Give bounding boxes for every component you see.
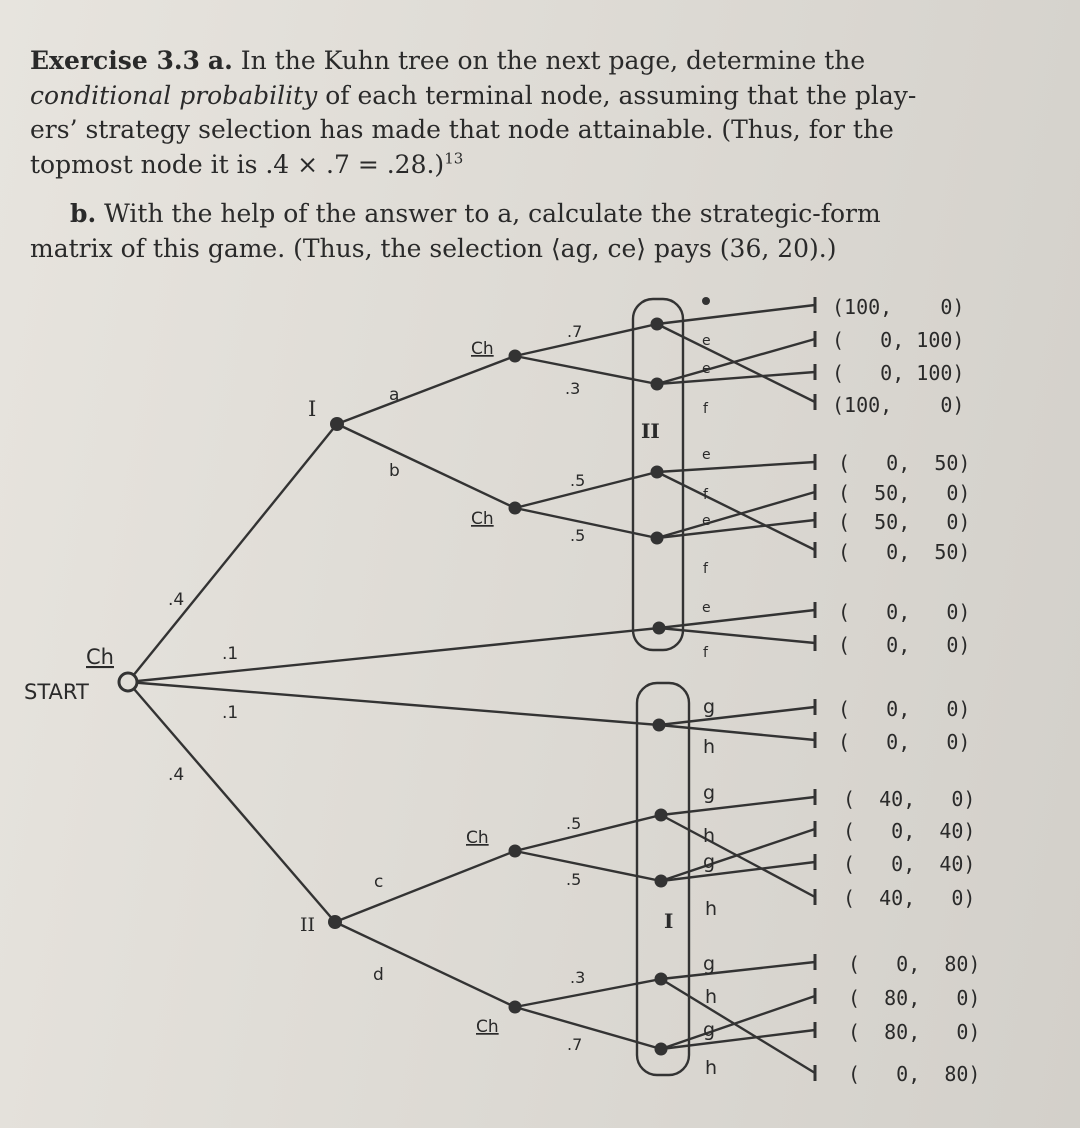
payoff: ( 0, 0) — [838, 633, 971, 657]
exercise-label: Exercise 3.3 — [30, 46, 200, 75]
edge-label: h — [705, 898, 718, 920]
move-a-label: a — [389, 385, 400, 405]
payoff: ( 0, 80) — [848, 952, 981, 976]
payoff: ( 0, 50) — [838, 540, 971, 564]
edge-label: g — [703, 953, 716, 975]
payoff: ( 0, 100) — [832, 328, 965, 352]
move-c-label: c — [374, 872, 384, 892]
edge-label: e — [702, 361, 711, 377]
node-player-II — [328, 915, 342, 929]
edge-label: e — [702, 447, 711, 463]
root-prob-3: .1 — [222, 703, 239, 723]
part-a-line-3: ers’ strategy selection has made that node attainable. (Thus, for the — [30, 115, 894, 144]
move-d-label: d — [373, 965, 384, 985]
player-I-label: I — [308, 397, 317, 421]
edge-label: f — [703, 561, 708, 577]
payoff: ( 80, 0) — [848, 1020, 981, 1044]
part-b-label: b. — [70, 199, 97, 228]
part-a-label: a. — [207, 46, 233, 75]
payoff: ( 50, 0) — [838, 481, 971, 505]
decision-node — [651, 466, 664, 479]
edge-label: f — [703, 487, 708, 503]
edge-label: f — [703, 645, 708, 661]
payoff: ( 0, 40) — [843, 852, 976, 876]
payoff: ( 80, 0) — [848, 986, 981, 1010]
edge-label: g — [703, 782, 716, 804]
footnote-ref: 13 — [444, 149, 464, 168]
edge-label: f — [703, 401, 708, 417]
payoff: ( 40, 0) — [843, 886, 976, 910]
info-set-upper-label: II — [641, 419, 660, 443]
chance-prob-1: .7 — [567, 322, 583, 341]
root-prob-1: .4 — [168, 590, 185, 610]
payoff: ( 0, 50) — [838, 451, 971, 475]
start-node — [119, 673, 137, 691]
node-chance-c — [509, 845, 522, 858]
decision-node — [655, 875, 668, 888]
edge-label: h — [705, 1057, 718, 1079]
chance-prob-2: .3 — [565, 379, 581, 398]
chance-label-c: Ch — [466, 828, 489, 848]
payoff: ( 50, 0) — [838, 510, 971, 534]
edge-label: h — [705, 986, 718, 1008]
part-b-line-2: matrix of this game. (Thus, the selection ⟨ag, ce⟩ pays (36, 20).) — [30, 233, 837, 263]
payoff: ( 0, 0) — [838, 730, 971, 754]
start-label: START — [24, 680, 89, 704]
chance-label-a: Ch — [471, 339, 494, 359]
root-prob-2: .1 — [222, 644, 239, 664]
edge-label: h — [703, 736, 716, 758]
decision-node — [655, 1043, 668, 1056]
part-a-text-2: of each terminal node, assuming that the play- — [325, 80, 917, 110]
edge-label: g — [703, 696, 716, 718]
chance-prob-6: .5 — [566, 870, 582, 889]
decision-node — [653, 719, 666, 732]
chance-prob-7: .3 — [570, 968, 586, 987]
edge-label: h — [703, 825, 716, 847]
payoff: (100, 0) — [832, 393, 965, 417]
decorative-dot — [702, 297, 710, 305]
chance-prob-3: .5 — [570, 471, 586, 490]
payoff: ( 40, 0) — [843, 787, 976, 811]
part-a-line-4: topmost node it is .4 × .7 = .28.) — [30, 149, 445, 179]
part-a-text-1: In the Kuhn tree on the next page, determine the — [240, 46, 866, 75]
chance-prob-4: .5 — [570, 526, 586, 545]
payoff: ( 0, 0) — [838, 600, 971, 624]
chance-prob-8: .7 — [567, 1035, 583, 1054]
root-prob-4: .4 — [168, 765, 185, 785]
decision-node — [651, 378, 664, 391]
decision-node — [651, 318, 664, 331]
payoff: ( 0, 40) — [843, 819, 976, 843]
node-chance-a — [509, 350, 522, 363]
chance-label-d: Ch — [476, 1017, 499, 1037]
edge-label: e — [702, 333, 711, 349]
tree-nodes — [328, 297, 710, 1056]
payoff: ( 0, 0) — [838, 697, 971, 721]
payoff: ( 0, 80) — [848, 1062, 981, 1086]
chance-prob-5: .5 — [566, 814, 582, 833]
edge-label: g — [703, 851, 716, 873]
payoff: ( 0, 100) — [832, 361, 965, 385]
part-b-text-1: With the help of the answer to a, calculate the strategic-form — [104, 199, 881, 228]
node-chance-b — [509, 502, 522, 515]
node-player-I — [330, 417, 344, 431]
chance-label-b: Ch — [471, 509, 494, 529]
info-set-lower-label: I — [664, 909, 674, 933]
edge-label: g — [703, 1019, 716, 1041]
node-chance-d — [509, 1001, 522, 1014]
edge-label: e — [702, 513, 711, 529]
decision-node — [655, 809, 668, 822]
part-a-italic: conditional probability — [30, 80, 318, 110]
edge-label: e — [702, 600, 711, 616]
payoff: (100, 0) — [832, 295, 965, 319]
decision-node — [653, 622, 666, 635]
decision-node — [651, 532, 664, 545]
decision-node — [655, 973, 668, 986]
player-II-label: II — [300, 914, 316, 936]
move-b-label: b — [389, 461, 400, 481]
root-chance-label: Ch — [86, 645, 114, 669]
